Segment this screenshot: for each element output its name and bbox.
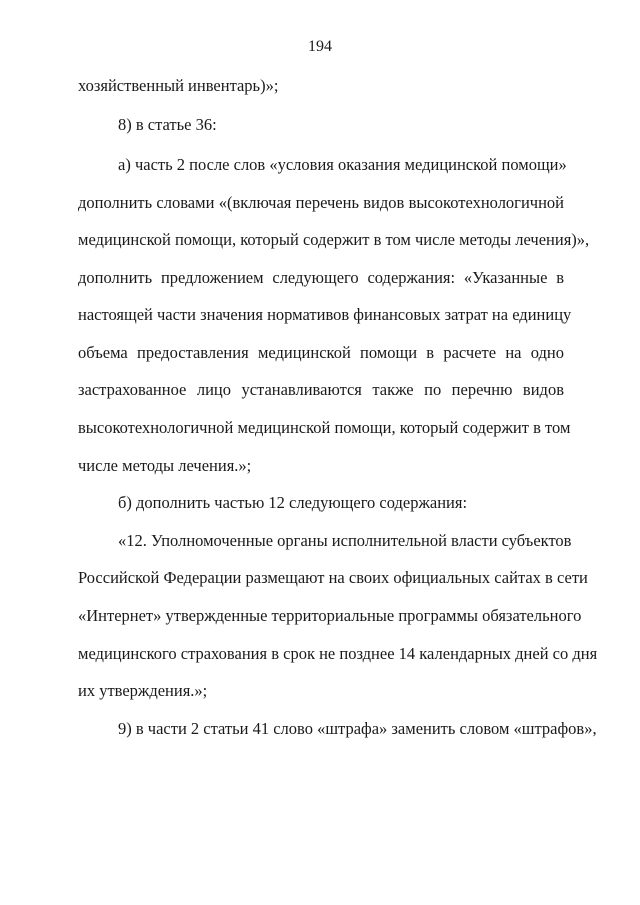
- text-line-11: числе методы лечения.»;: [78, 456, 252, 475]
- page-number: 194: [308, 38, 332, 55]
- text-line-18: 9) в части 2 статьи 41 слово «штрафа» заменить словом «штрафов»,: [118, 719, 597, 738]
- text-line-3: а) часть 2 после слов «условия оказания медицинской помощи»: [118, 155, 567, 174]
- text-line-4: дополнить словами «(включая перечень видов высокотехнологичной: [78, 193, 564, 212]
- text-line-1: хозяйственный инвентарь)»;: [78, 76, 279, 95]
- text-line-6: дополнить предложением следующего содержания: «Указанные в: [78, 268, 564, 287]
- text-line-5: медицинской помощи, который содержит в том числе методы лечения)»,: [78, 230, 590, 249]
- text-line-10: высокотехнологичной медицинской помощи, который содержит в том: [78, 418, 571, 437]
- text-line-12: б) дополнить частью 12 следующего содержания:: [118, 493, 468, 512]
- text-line-2: 8) в статье 36:: [118, 115, 217, 134]
- text-line-16: медицинского страхования в срок не позднее 14 календарных дней со дня: [78, 644, 598, 663]
- text-line-15: «Интернет» утвержденные территориальные программы обязательного: [78, 606, 582, 625]
- text-line-17: их утверждения.»;: [78, 681, 208, 700]
- text-line-8: объема предоставления медицинской помощи в расчете на одно: [78, 343, 564, 362]
- text-line-9: застрахованное лицо устанавливаются также по перечню видов: [78, 380, 564, 399]
- text-line-7: настоящей части значения нормативов финансовых затрат на единицу: [78, 305, 572, 324]
- text-line-13: «12. Уполномоченные органы исполнительной власти субъектов: [118, 531, 572, 550]
- text-line-14: Российской Федерации размещают на своих официальных сайтах в сети: [78, 568, 588, 587]
